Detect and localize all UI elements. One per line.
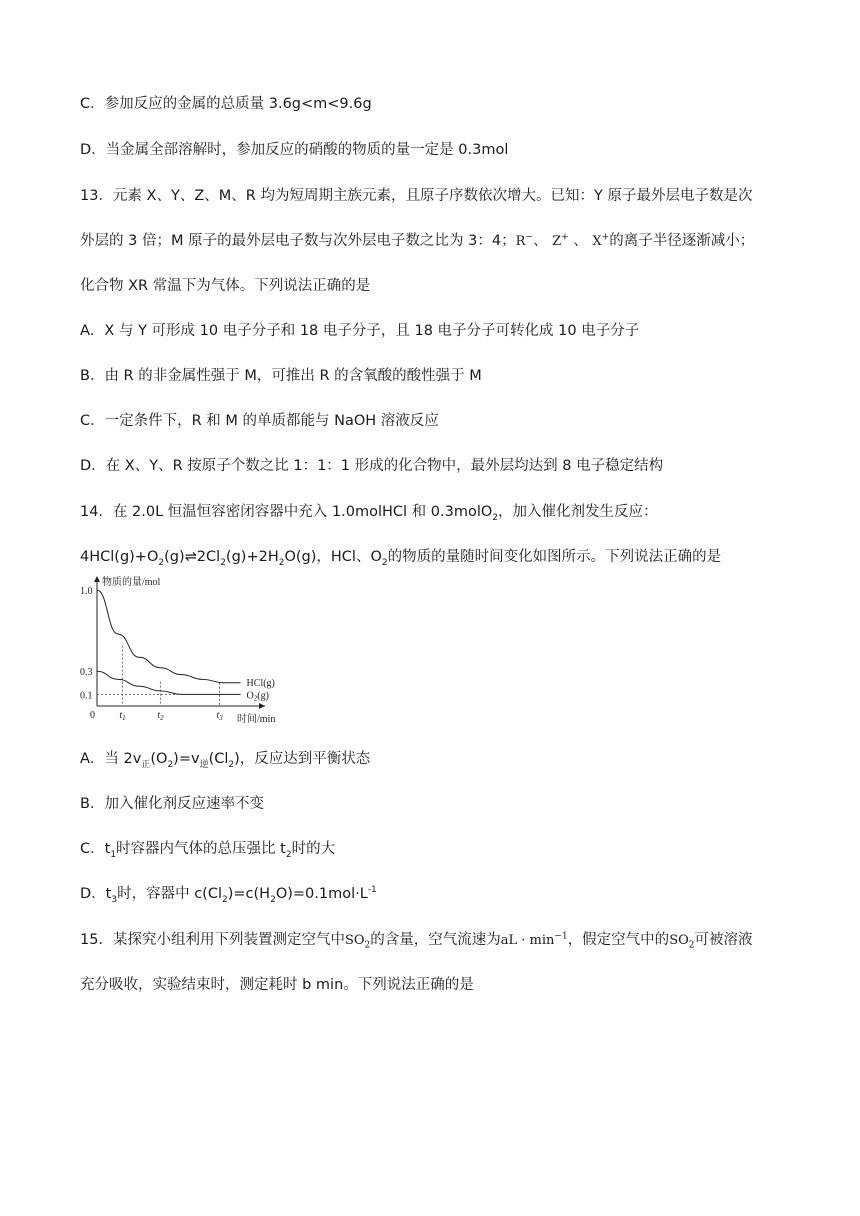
sep: 、 — [573, 233, 588, 249]
text: 14．在 2.0L 恒温恒容密闭容器中充入 1.0molHCl 和 0.3molO — [80, 504, 493, 520]
y-tick-label: 1.0 — [80, 586, 93, 597]
y-axis-arrow-icon — [94, 576, 100, 582]
q13-stem-line-3: 化合物 XR 常温下为气体。下列说法正确的是 — [80, 278, 371, 294]
subscript: 正 — [141, 759, 151, 770]
q12-option-c: C．参加反应的金属的总质量 3.6g<m<9.6g — [80, 96, 372, 112]
charge: − — [525, 232, 533, 243]
text: 的物质的量随时间变化如图所示。下列说法正确的是 — [387, 549, 722, 565]
q13-option-c: C．一定条件下，R 和 M 的单质都能与 NaOH 溶液反应 — [80, 413, 439, 429]
text: 15．某探究小组利用下列装置测定空气中 — [80, 932, 345, 948]
text: (Cl — [208, 751, 229, 767]
equilibrium-arrow-icon: ⇌ — [184, 549, 197, 565]
subscript: 2 — [228, 759, 235, 770]
x-tick-label — [119, 710, 125, 722]
subscript: 2 — [688, 940, 695, 951]
text: O(g)，HCl、O — [284, 549, 382, 565]
amount-vs-time-chart — [78, 572, 288, 737]
label-sub: 2 — [253, 694, 258, 703]
text: 时容器内气体的总压强比 t — [116, 841, 286, 857]
subscript: 3 — [111, 894, 118, 905]
text: (g) — [164, 549, 185, 565]
superscript: −1 — [554, 931, 568, 942]
text: 的离子半径逐渐减小； — [609, 233, 755, 249]
subscript: 2 — [278, 557, 285, 568]
tick-sub: 3 — [219, 714, 223, 722]
text: D．t — [80, 886, 112, 902]
text: A．当 2v — [80, 751, 142, 767]
subscript: 2 — [220, 557, 226, 568]
ion-r — [516, 234, 533, 249]
subscript: 2 — [285, 849, 292, 860]
label-part: (g) — [257, 690, 269, 702]
text: 4HCl(g)+O — [80, 549, 159, 565]
charge: + — [601, 232, 610, 243]
text: 可被溶液 — [694, 932, 753, 948]
ion-x — [592, 234, 609, 249]
text: )，反应达到平衡状态 — [234, 751, 371, 767]
series-line-hcl — [97, 590, 241, 683]
series-label-hcl: HCl(g) — [246, 677, 275, 689]
y-tick-label: 0.1 — [80, 690, 93, 702]
q14-option-d — [80, 884, 377, 904]
label-part: O — [246, 690, 254, 702]
text: (O — [150, 751, 168, 767]
subscript: 2 — [222, 894, 228, 905]
text: 时，容器中 c(Cl — [117, 886, 222, 902]
so2-formula — [669, 933, 695, 951]
charge: + — [561, 232, 569, 243]
chart-svg — [78, 572, 288, 737]
q14-option-c — [80, 839, 335, 859]
q15-stem-line-1 — [80, 930, 753, 951]
q15-stem-line-2: 充分吸收，实验结束时，测定耗时 b min。下列说法正确的是 — [80, 977, 474, 993]
x-axis-label: 时间/min — [237, 714, 276, 725]
sep: 、 — [532, 233, 548, 249]
text: ，加入催化剂发生反应： — [498, 504, 658, 520]
q14-option-b: B．加入催化剂反应速率不变 — [80, 796, 264, 812]
q13-stem-line-1: 13．元素 X、Y、Z、M、R 均为短周期主族元素，且原子序数依次增大。已知：Y 原子最外层电子数是次 — [80, 188, 753, 204]
text: 的含量，空气流速为 — [370, 932, 501, 948]
tick-var: t — [119, 710, 123, 721]
subscript: 1 — [110, 849, 117, 860]
text: )=c(H — [227, 886, 271, 902]
series-label-o2 — [247, 690, 269, 702]
text: )=v — [173, 751, 200, 767]
formula: SO — [344, 933, 365, 948]
subscript: 2 — [167, 759, 174, 770]
q14-stem-line-1 — [80, 502, 658, 522]
ion-symbol: R — [515, 234, 526, 249]
ion-symbol: Z — [552, 234, 562, 249]
q13-stem-line-2 — [80, 231, 754, 252]
text: (g)+2H — [225, 549, 279, 565]
q13-option-d: D．在 X、Y、R 按原子个数之比 1：1：1 形成的化合物中，最外层均达到 8 电子稳定结构 — [80, 458, 664, 474]
text: O)=0.1mol·L — [275, 886, 368, 902]
x-axis-arrow-icon — [259, 703, 265, 709]
text: C．t — [80, 841, 111, 857]
formula: SO — [669, 933, 689, 948]
tick-var: t — [216, 710, 220, 721]
q13-option-a: A．X 与 Y 可形成 10 电子分子和 18 电子分子，且 18 电子分子可转化成 10 电子分子 — [80, 323, 640, 339]
y-tick-label: 0.3 — [80, 667, 93, 679]
unit: aL · min — [500, 933, 555, 948]
q14-option-a — [80, 749, 370, 769]
tick-var: t — [157, 710, 161, 721]
tick-sub: 1 — [122, 714, 126, 722]
text: 时的大 — [291, 841, 336, 857]
origin-label: 0 — [90, 710, 95, 721]
superscript: -1 — [367, 885, 377, 896]
x-tick-label — [157, 710, 164, 722]
x-tick-label — [216, 710, 223, 722]
subscript: 逆 — [199, 759, 209, 770]
subscript: 2 — [492, 512, 499, 523]
q14-equation-line — [80, 547, 721, 567]
q12-option-d: D．当金属全部溶解时，参加反应的硝酸的物质的量一定是 0.3mol — [80, 142, 509, 158]
q13-option-b: B．由 R 的非金属性强于 M，可推出 R 的含氧酸的酸性强于 M — [80, 368, 482, 384]
y-axis-label: 物质的量/mol — [102, 577, 161, 588]
subscript: 2 — [381, 557, 388, 568]
so2-formula — [344, 933, 371, 951]
tick-sub: 2 — [160, 714, 164, 722]
subscript: 2 — [270, 894, 276, 905]
text: 2Cl — [196, 549, 221, 565]
subscript: 2 — [158, 557, 165, 568]
text: ，假定空气中的 — [567, 932, 670, 948]
ion-symbol: X — [592, 234, 602, 249]
text: 外层的 3 倍；M 原子的最外层电子数与次外层电子数之比为 3：4； — [80, 233, 516, 249]
subscript: 2 — [364, 940, 371, 951]
flow-rate — [501, 933, 568, 948]
ion-z — [552, 234, 569, 249]
